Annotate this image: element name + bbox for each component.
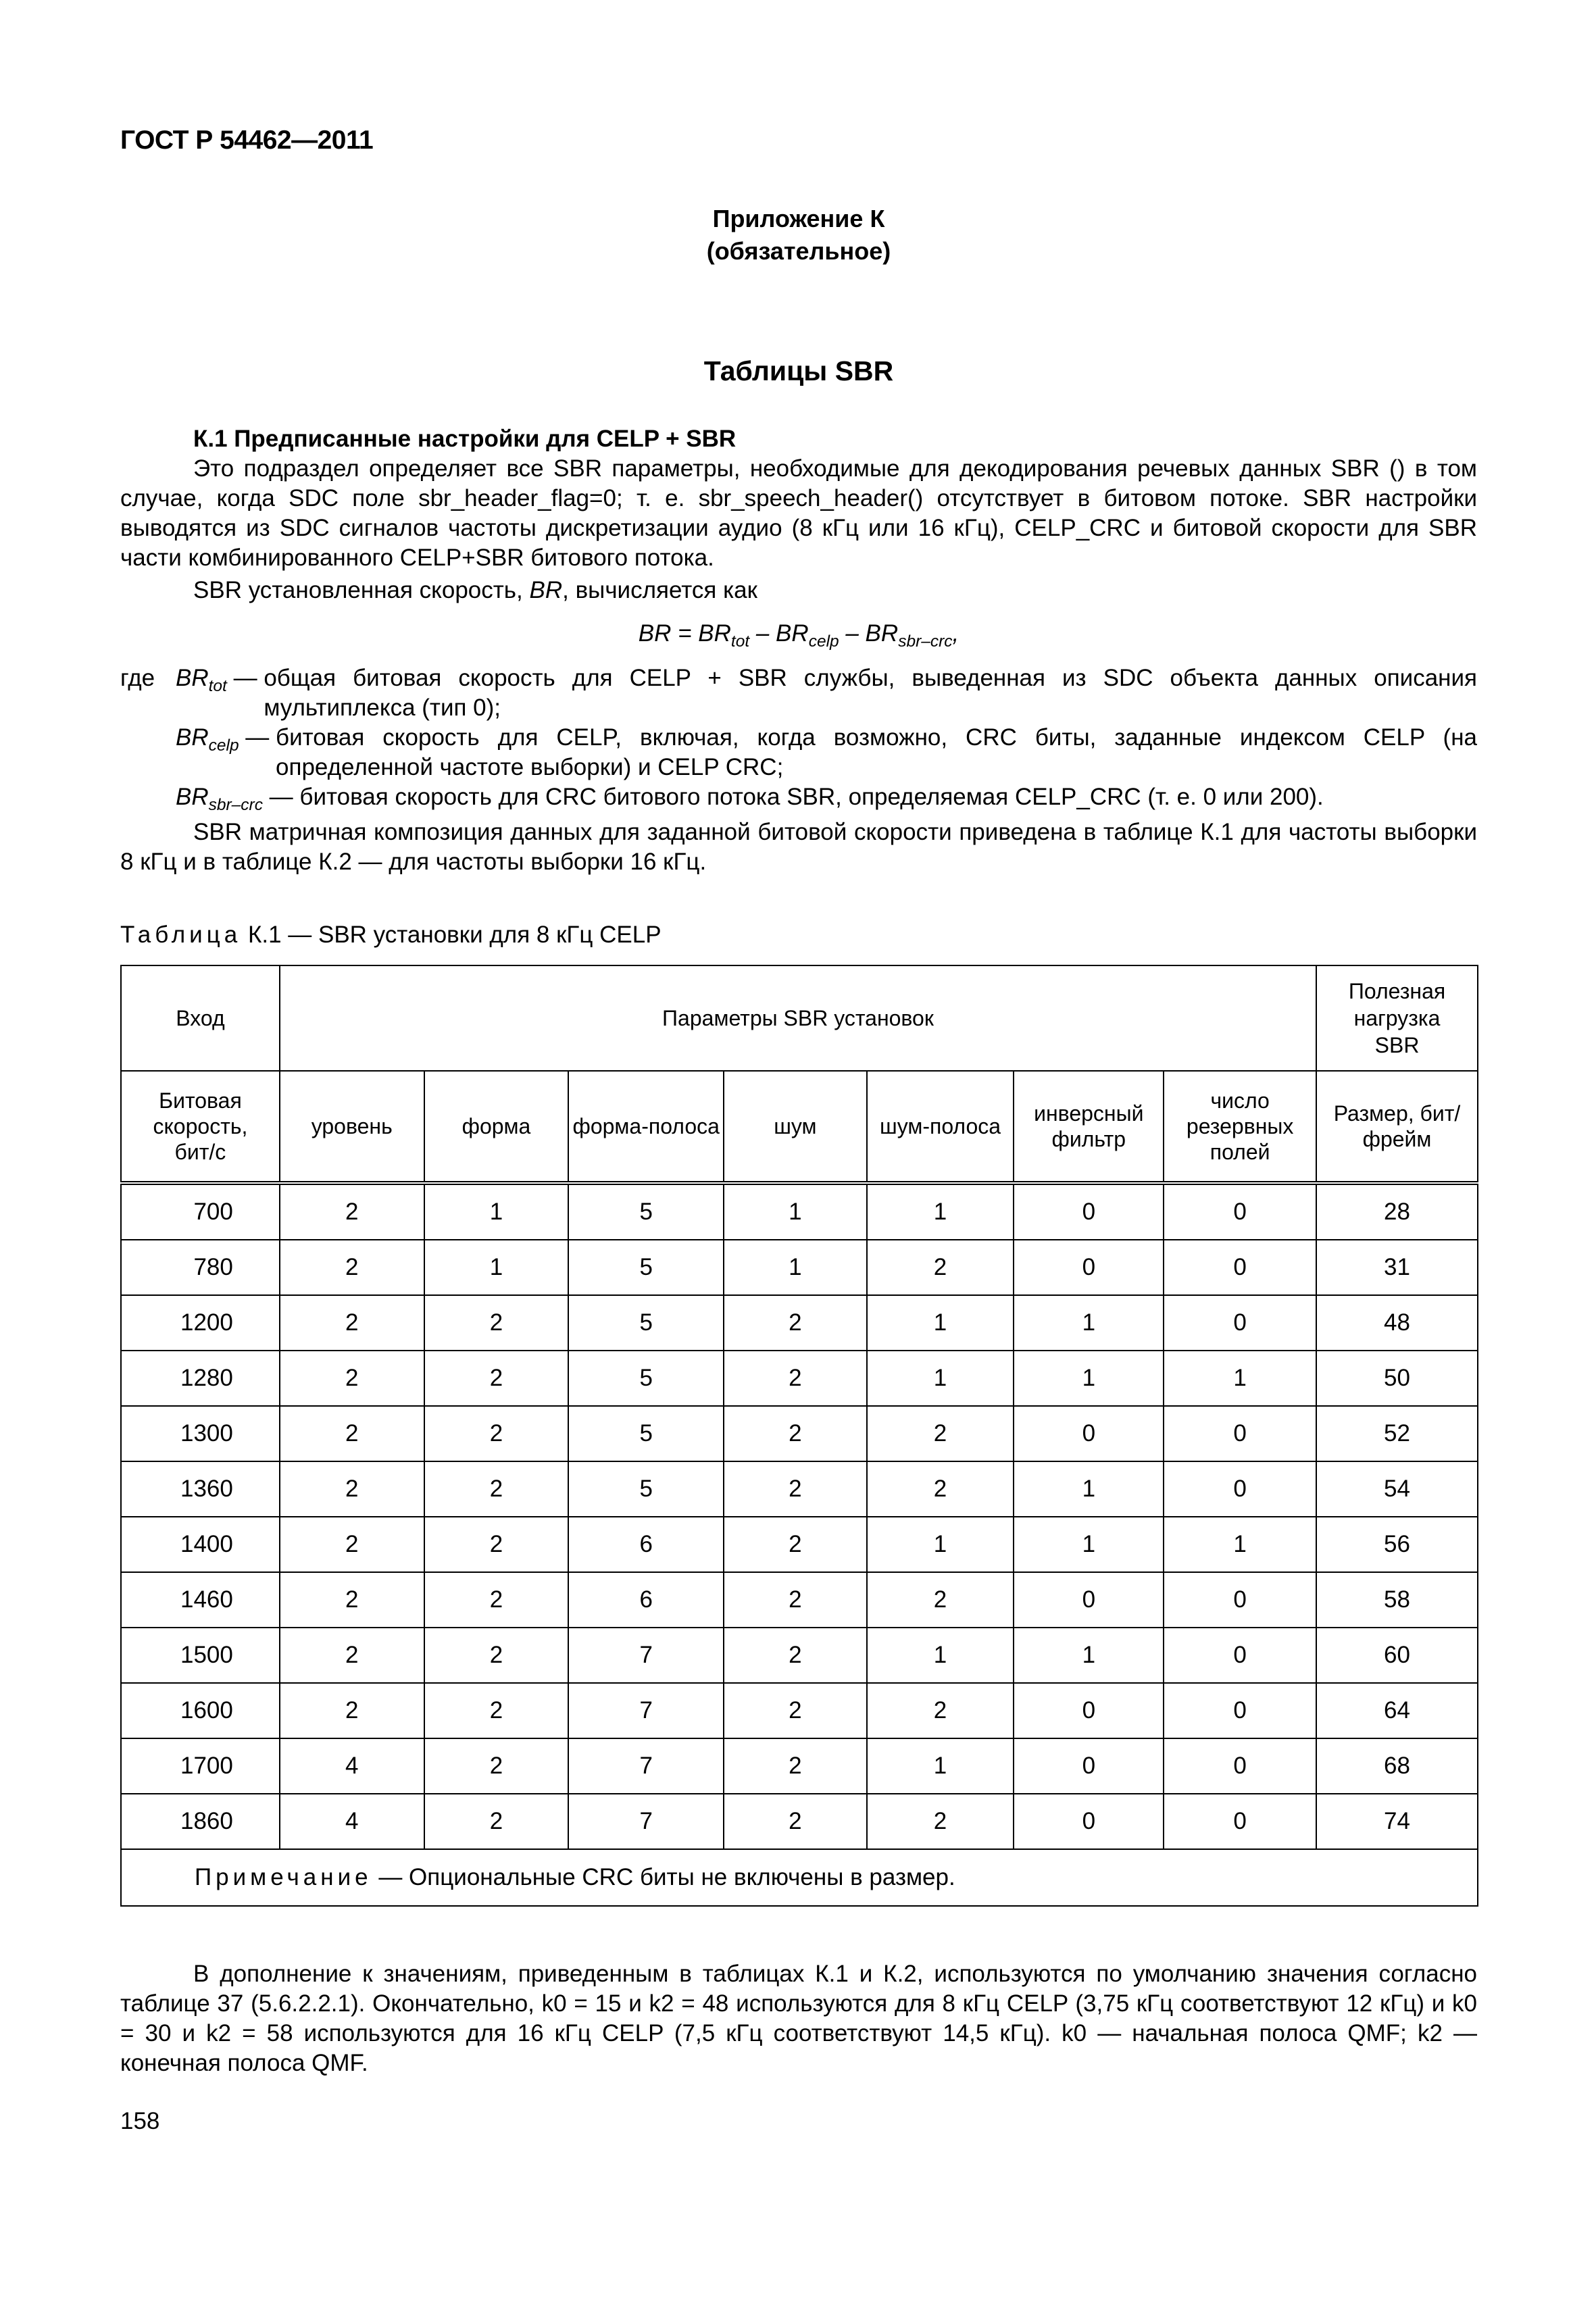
- table-cell: 2: [724, 1794, 867, 1849]
- table-cell: 2: [867, 1572, 1014, 1628]
- table-cell: 1: [724, 1240, 867, 1295]
- table-row: [121, 1517, 1478, 1572]
- table-note-text: — Опциональные CRC биты не включены в размер.: [372, 1864, 955, 1890]
- table-row: [121, 1351, 1478, 1406]
- table-note-row: [121, 1849, 1478, 1906]
- table-cell: 0: [1014, 1683, 1164, 1738]
- table-cell: 780: [121, 1240, 280, 1295]
- paragraph-br-post: , вычисляется как: [562, 577, 757, 603]
- formula-sub-tot: tot: [730, 632, 750, 651]
- table-cell: 5: [568, 1183, 724, 1240]
- table-cell: 0: [1014, 1240, 1164, 1295]
- table-cell: 0: [1164, 1183, 1316, 1240]
- paragraph-matrix: SBR матричная композиция данных для заданной битовой скорости приведена в таблице К.1 для частоты выборки 8 кГц и в таблице К.2 — для частоты выборки 16 кГц.: [120, 819, 1477, 875]
- table-cell: 2: [724, 1683, 867, 1738]
- table-cell: 2: [724, 1572, 867, 1628]
- paragraph-br-term: BR: [529, 577, 563, 603]
- annex-title: [120, 203, 1477, 268]
- table-cell: 1280: [121, 1351, 280, 1406]
- group-header-payload: Полезная нагрузка SBR: [1316, 965, 1478, 1071]
- table-cell: 2: [424, 1517, 569, 1572]
- table-cell: 0: [1164, 1295, 1316, 1351]
- definition-dash: —: [239, 724, 276, 751]
- annex-label: Приложение К: [712, 205, 885, 232]
- table-cell: 1500: [121, 1628, 280, 1683]
- table-cell: 7: [568, 1738, 724, 1794]
- paragraph-defaults: В дополнение к значениям, приведенным в таблицах К.1 и К.2, используются по умолчанию значения согласно таблице 37 (5.6.2.2.1). Окончательно, k0 = 15 и k2 = 48 используются для 8 кГц CELP (3,75 кГц соответствуют 12 кГц) и k0 = 30 и k2 = 58 используются для 16 кГц CELP (7,5 кГц соответствуют 14,5 кГц). k0 — начальная полоса QMF; k2 — конечная полоса QMF.: [120, 1961, 1477, 2076]
- table-caption-text: К.1 — SBR установки для 8 кГц CELP: [241, 922, 662, 948]
- table-column-header-row: [121, 1071, 1478, 1183]
- paragraph-br: [120, 576, 1477, 605]
- column-header: форма-полоса: [568, 1071, 724, 1183]
- table-cell: 1: [1014, 1351, 1164, 1406]
- table-cell: 1: [867, 1738, 1014, 1794]
- table-cell: 2: [867, 1461, 1014, 1517]
- table-row: [121, 1738, 1478, 1794]
- table-cell: 1: [1014, 1517, 1164, 1572]
- table-row: [121, 1683, 1478, 1738]
- table-cell: 1: [867, 1628, 1014, 1683]
- table-row: [121, 1240, 1478, 1295]
- table-cell: 2: [424, 1406, 569, 1461]
- table-cell: 0: [1014, 1406, 1164, 1461]
- table-cell: 2: [280, 1295, 424, 1351]
- table-cell: 58: [1316, 1572, 1478, 1628]
- table-cell: 0: [1164, 1406, 1316, 1461]
- table-cell: 2: [280, 1351, 424, 1406]
- definition-brtot: [120, 663, 1477, 723]
- table-cell: 7: [568, 1628, 724, 1683]
- table-cell: 6: [568, 1517, 724, 1572]
- table-cell: 2: [280, 1240, 424, 1295]
- table-cell: 2: [280, 1406, 424, 1461]
- table-cell: 1: [1014, 1628, 1164, 1683]
- definition-term: $BR_{celp}$: [176, 724, 239, 755]
- column-header: Размер, бит/фрейм: [1316, 1071, 1478, 1183]
- table-row: [121, 1183, 1478, 1240]
- definition-term: $BR_{sbr-crc}$: [176, 784, 263, 814]
- paragraph-intro: Это подраздел определяет все SBR параметры, необходимые для декодирования речевых данных SBR () в том случае, когда SDC поле sbr_header_flag=0; т. е. sbr_speech_header() отсутствует в битовом потоке. SBR настройки выводятся из SDC сигналов частоты дискретизации аудио (8 кГц или 16 кГц), CELP_CRC и битовой скорости для SBR части комбинированного CELP+SBR битового потока.: [120, 455, 1477, 571]
- table-cell: 0: [1014, 1738, 1164, 1794]
- table-cell: 2: [724, 1517, 867, 1572]
- table-cell: 5: [568, 1461, 724, 1517]
- table-cell: 1: [867, 1183, 1014, 1240]
- formula-sub-celp: celp: [808, 632, 839, 651]
- table-cell: 700: [121, 1183, 280, 1240]
- table-cell: 4: [280, 1794, 424, 1849]
- table-cell: 0: [1164, 1572, 1316, 1628]
- table-cell: 2: [424, 1738, 569, 1794]
- table-cell: 1: [867, 1517, 1014, 1572]
- table-cell: 2: [867, 1794, 1014, 1849]
- table-cell: 1700: [121, 1738, 280, 1794]
- table-cell: 50: [1316, 1351, 1478, 1406]
- table-cell: 7: [568, 1794, 724, 1849]
- section-title: Таблицы SBR: [703, 355, 894, 386]
- definition-brcelp: [120, 723, 1477, 782]
- definition-dash: —: [262, 784, 300, 810]
- table-note: [121, 1849, 1478, 1906]
- table-body: [121, 1183, 1478, 1849]
- table-cell: 2: [867, 1683, 1014, 1738]
- column-header: уровень: [280, 1071, 424, 1183]
- definition-term: $BR_{tot}$: [176, 665, 227, 695]
- table-cell: 60: [1316, 1628, 1478, 1683]
- group-header-input: Вход: [121, 965, 280, 1071]
- table-cell: 1460: [121, 1572, 280, 1628]
- table-cell: 1: [424, 1183, 569, 1240]
- table-cell: 0: [1014, 1183, 1164, 1240]
- table-cell: 1: [1014, 1295, 1164, 1351]
- table-cell: 2: [724, 1461, 867, 1517]
- table-row: [121, 1461, 1478, 1517]
- table-row: [121, 1295, 1478, 1351]
- table-cell: 2: [867, 1406, 1014, 1461]
- table-cell: 2: [280, 1183, 424, 1240]
- table-row: [121, 1794, 1478, 1849]
- table-cell: 28: [1316, 1183, 1478, 1240]
- table-cell: 0: [1164, 1240, 1316, 1295]
- standard-header: ГОСТ Р 54462—2011: [120, 126, 374, 155]
- definition-text: битовая скорость для CRC битового потока SBR, определяемая CELP_CRC (т. е. 0 или 200).: [299, 784, 1324, 810]
- table-caption-prefix: Таблица: [120, 922, 242, 948]
- table-cell: 2: [424, 1461, 569, 1517]
- table-caption: [120, 922, 662, 949]
- table-cell: 0: [1164, 1683, 1316, 1738]
- table-cell: 2: [280, 1572, 424, 1628]
- br-formula: [120, 620, 1477, 651]
- table-cell: 54: [1316, 1461, 1478, 1517]
- table-cell: 5: [568, 1240, 724, 1295]
- table-cell: 1: [1164, 1517, 1316, 1572]
- annex-status: (обязательное): [706, 237, 891, 265]
- table-cell: 5: [568, 1295, 724, 1351]
- definition-dash: —: [226, 665, 264, 691]
- table-cell: 56: [1316, 1517, 1478, 1572]
- definition-text: общая битовая скорость для CELP + SBR службы, выведенная из SDC объекта данных описания мультиплекса (тип 0);: [264, 665, 1477, 721]
- table-cell: 1200: [121, 1295, 280, 1351]
- table-cell: 2: [424, 1794, 569, 1849]
- table-cell: 31: [1316, 1240, 1478, 1295]
- table-row: [121, 1628, 1478, 1683]
- table-cell: 6: [568, 1572, 724, 1628]
- table-cell: 0: [1014, 1794, 1164, 1849]
- table-cell: 1: [867, 1351, 1014, 1406]
- table-cell: 1: [424, 1240, 569, 1295]
- table-row: [121, 1406, 1478, 1461]
- definition-brsbrcrc: [120, 782, 1477, 820]
- table-cell: 2: [424, 1572, 569, 1628]
- table-cell: 2: [724, 1628, 867, 1683]
- formula-minus-2: – BR: [839, 620, 899, 647]
- column-header: Битовая скорость, бит/с: [121, 1071, 280, 1183]
- table-group-header-row: [121, 965, 1478, 1071]
- table-cell: 2: [724, 1295, 867, 1351]
- table-cell: 0: [1164, 1628, 1316, 1683]
- table-cell: 0: [1164, 1738, 1316, 1794]
- table-cell: 7: [568, 1683, 724, 1738]
- table-cell: 2: [724, 1351, 867, 1406]
- table-cell: 4: [280, 1738, 424, 1794]
- formula-minus-1: – BR: [749, 620, 809, 647]
- formula-sub-sbrcrc: sbr–crc: [898, 632, 953, 651]
- page-number: 158: [120, 2108, 160, 2134]
- table-cell: 5: [568, 1406, 724, 1461]
- column-header: форма: [424, 1071, 569, 1183]
- table-cell: 1: [724, 1183, 867, 1240]
- sbr-settings-table: [120, 965, 1478, 1907]
- table-cell: 1: [1014, 1461, 1164, 1517]
- table-cell: 48: [1316, 1295, 1478, 1351]
- table-cell: 2: [424, 1295, 569, 1351]
- table-cell: 1400: [121, 1517, 280, 1572]
- table-cell: 1300: [121, 1406, 280, 1461]
- table-cell: 2: [424, 1628, 569, 1683]
- table-cell: 2: [280, 1628, 424, 1683]
- table-cell: 2: [280, 1517, 424, 1572]
- definitions-list: [120, 663, 1477, 820]
- column-header: число резервных полей: [1164, 1071, 1316, 1183]
- table-cell: 5: [568, 1351, 724, 1406]
- table-cell: 1860: [121, 1794, 280, 1849]
- table-cell: 64: [1316, 1683, 1478, 1738]
- paragraph-br-pre: SBR установленная скорость,: [193, 577, 530, 603]
- table-row: [121, 1572, 1478, 1628]
- table-cell: 1: [1164, 1351, 1316, 1406]
- definition-prefix: где: [120, 665, 155, 691]
- table-cell: 1: [867, 1295, 1014, 1351]
- table-cell: 2: [424, 1683, 569, 1738]
- table-cell: 1600: [121, 1683, 280, 1738]
- table-cell: 2: [424, 1351, 569, 1406]
- table-cell: 52: [1316, 1406, 1478, 1461]
- column-header: инверсный фильтр: [1014, 1071, 1164, 1183]
- table-cell: 0: [1014, 1572, 1164, 1628]
- table-cell: 68: [1316, 1738, 1478, 1794]
- formula-lhs: BR = BR: [638, 620, 731, 647]
- subsection-title: К.1 Предписанные настройки для CELP + SBR: [193, 426, 737, 452]
- table-cell: 0: [1164, 1794, 1316, 1849]
- group-header-params: Параметры SBR установок: [280, 965, 1316, 1071]
- column-header: шум: [724, 1071, 867, 1183]
- table-cell: 2: [724, 1738, 867, 1794]
- column-header: шум-полоса: [867, 1071, 1014, 1183]
- table-cell: 2: [724, 1406, 867, 1461]
- table-cell: 74: [1316, 1794, 1478, 1849]
- table-cell: 2: [280, 1683, 424, 1738]
- table-cell: 2: [280, 1461, 424, 1517]
- table-cell: 2: [867, 1240, 1014, 1295]
- table-note-prefix: Примечание: [195, 1864, 372, 1890]
- table-cell: 0: [1164, 1461, 1316, 1517]
- definition-text: битовая скорость для CELP, включая, когда возможно, CRC биты, заданные индексом CELP (на определенной частоте выборки) и CELP CRC;: [276, 724, 1477, 780]
- table-cell: 1360: [121, 1461, 280, 1517]
- formula-end: ,: [952, 620, 959, 647]
